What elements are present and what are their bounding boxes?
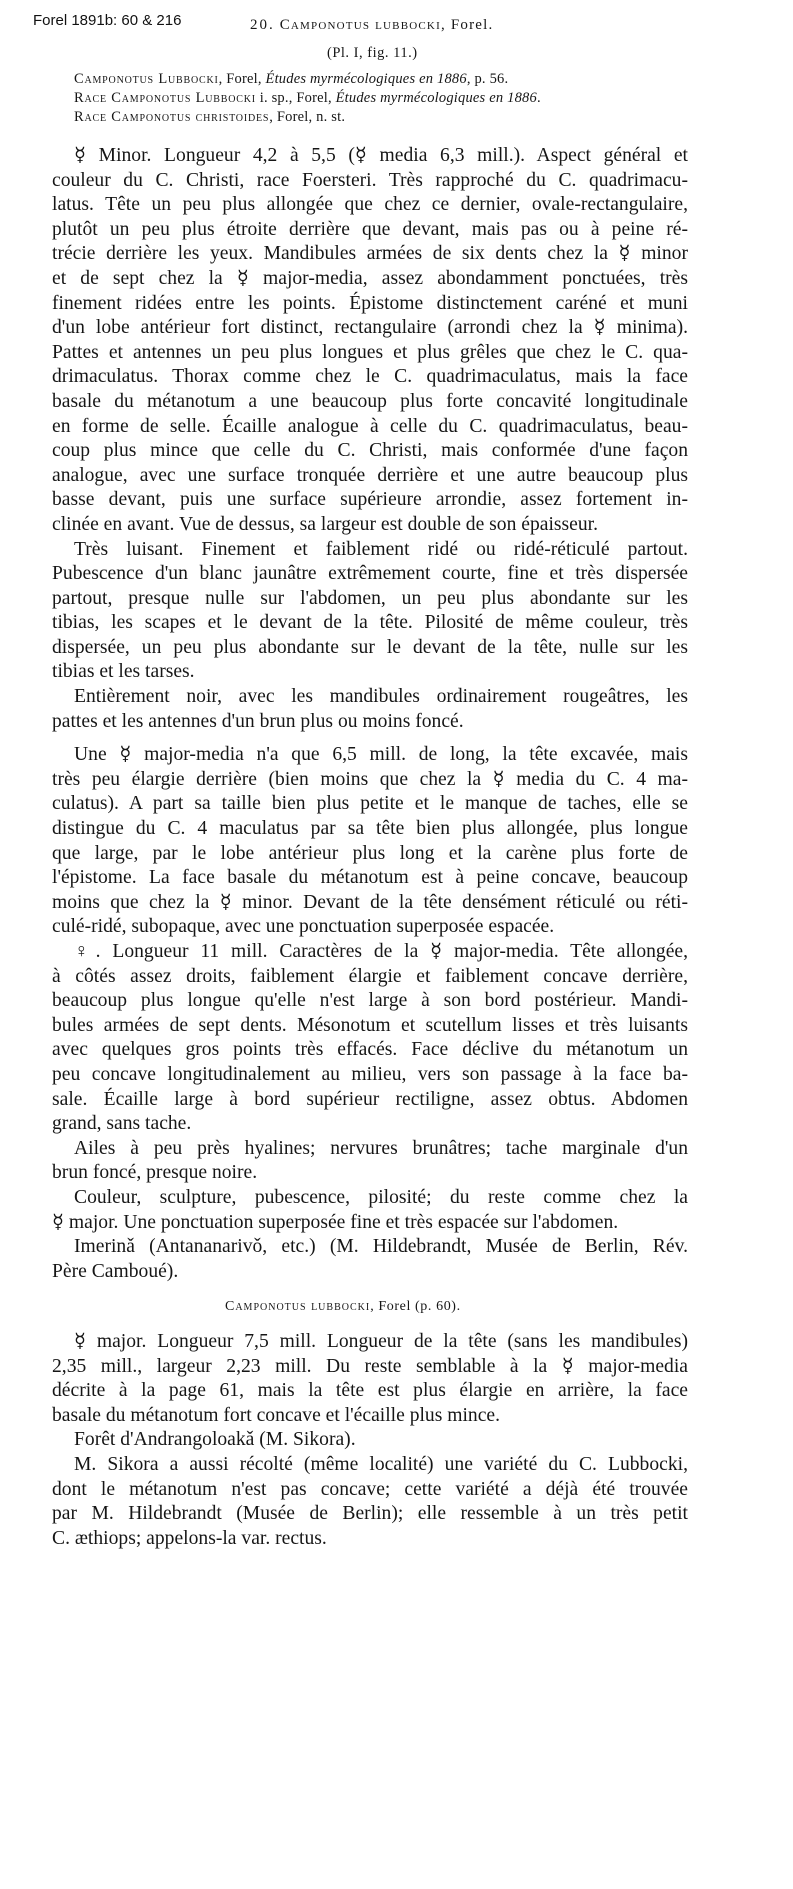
text-line: beaucoup plus longue qu'elle n'est large à son bord postérieur. Mandi- [52,990,688,1012]
text-line: trécie derrière les yeux. Mandibules armées de six dents chez la ☿ minor [52,243,688,265]
synonym-line: Race Camponotus christoides, Forel, n. st. [74,109,346,125]
text-line: bules armées de sept dents. Mésonotum et scutellum lisses et très luisants [52,1014,688,1036]
text-line: en forme de selle. Écaille analogue à celle du C. quadrimaculatus, beau- [52,415,688,437]
text-line: que large, par le lobe antérieur plus long et la carène plus forte de [52,842,688,864]
text-line: drimaculatus. Thorax comme chez le C. quadrimaculatus, mais la face [52,366,688,388]
section-heading: Camponotus lubbocki, Forel (p. 60). [225,1299,461,1314]
text-line: finement ridées entre les points. Épistome distinctement caréné et muni [52,292,688,314]
text-line: Pubescence d'un blanc jaunâtre extrêmement courte, fine et très dispersée [52,563,688,585]
text-line: ☿ major. Longueur 7,5 mill. Longueur de la tête (sans les mandibules) [74,1331,688,1352]
text-line: tibias et les tarses. [52,661,195,683]
synonym-line: Race Camponotus Lubbocki i. sp., Forel, Études myrmécologiques en 1886. [74,90,541,106]
text-line: analogue, avec une surface tronquée derrière et une autre beaucoup plus [52,464,688,486]
text-line: 2,35 mill., largeur 2,23 mill. Du reste semblable à la ☿ major-media [52,1355,688,1377]
text-line: pattes et les antennes d'un brun plus ou moins foncé. [52,710,464,732]
text-line: Forêt d'Andrangoloakǎ (M. Sikora). [74,1429,356,1451]
text-line: basale du métanotum fort concave et l'écaille plus mince. [52,1404,501,1426]
text-line: culatus). A part sa taille bien plus petite et le manque de taches, elle se [52,793,688,815]
text-line: Imerinǎ (Antananarivǒ, etc.) (M. Hildebrandt, Musée de Berlin, Rév. [74,1236,688,1258]
reference-stamp: Forel 1891b: 60 & 216 [33,12,182,29]
supplement-text [52,1330,688,1551]
text-line: basse devant, puis une surface supérieure arrondie, assez fortement in- [52,489,688,511]
text-line: culé-ridé, subopaque, avec une ponctuation superposée espacée. [52,916,555,938]
text-line: dont le métanotum n'est pas concave; cette variété a déjà été trouvée [52,1478,688,1500]
text-line: Une ☿ major-media n'a que 6,5 mill. de long, la tête excavée, mais [74,744,688,766]
text-line: coup plus mince que celle du C. Christi, mais conformée d'une façon [52,440,688,462]
text-line: brun foncé, presque noire. [52,1162,258,1184]
text-line: à côtés assez droits, faiblement élargie et faiblement concave derrière, [52,965,688,987]
text-line: Très luisant. Finement et faiblement ridé ou ridé-réticulé partout. [74,538,688,560]
text-line: C. æthiops; appelons-la var. rectus. [52,1527,327,1549]
text-line: avec quelques gros points très effacés. Face déclive du métanotum un [52,1039,688,1061]
text-line: ☿ major. Une ponctuation superposée fine et très espacée sur l'abdomen. [52,1211,619,1233]
text-line: Ailes à peu près hyalines; nervures brunâtres; tache marginale d'un [74,1137,688,1159]
text-line: ♀. Longueur 11 mill. Caractères de la ☿ major-media. Tête allongée, [74,941,688,962]
text-line: Entièrement noir, avec les mandibules ordinairement rougeâtres, les [74,686,688,708]
text-line: peu concave longitudinalement au milieu, vers son passage à la face ba- [52,1063,688,1085]
text-line: tibias, les scapes et le devant de la tête. Pilosité de même couleur, très [52,612,688,634]
text-line: par M. Hildebrandt (Musée de Berlin); elle ressemble à un très petit [52,1503,688,1525]
text-line: partout, presque nulle sur l'abdomen, un peu plus abondante sur les [52,587,688,609]
text-line: M. Sikora a aussi récolté (même localité) une variété du C. Lubbocki, [74,1453,688,1475]
text-line: plutôt un peu plus étroite derrière que devant, mais pas ou à peine ré- [52,218,688,240]
text-line: l'épistome. La face basale du métanotum est à peine concave, beaucoup [52,867,688,889]
text-line: distingue du C. 4 maculatus par sa tête bien plus allongée, plus longue [52,818,688,840]
text-line: Pattes et antennes un peu plus longues et plus grêles que chez le C. qua- [52,341,688,363]
text-line: grand, sans tache. [52,1113,192,1135]
text-line: basale du métanotum a une beaucoup plus forte concavité longitudinale [52,390,688,412]
synonym-line: Camponotus Lubbocki, Forel, Études myrmécologiques en 1886, p. 56. [74,71,509,87]
species-heading [250,17,493,34]
text-line: et de sept chez la ☿ major-media, assez abondamment ponctuées, très [52,267,688,289]
plate-reference: (Pl. I, fig. 11.) [327,45,418,61]
species-author: , Forel. [440,17,494,33]
description-text [52,144,688,1284]
species-number: 20. [250,17,275,33]
text-line: couleur du C. Christi, race Foersteri. Très rapproché du C. quadrimacu- [52,169,688,191]
text-line: Couleur, sculpture, pubescence, pilosité; du reste comme chez la [74,1186,688,1208]
text-line: moins que chez la ☿ minor. Devant de la tête densément réticulé ou réti- [52,891,688,913]
text-line: Père Camboué). [52,1260,179,1282]
text-line: sale. Écaille large à bord supérieur rectiligne, assez obtus. Abdomen [52,1088,688,1110]
text-line: ☿ Minor. Longueur 4,2 à 5,5 (☿ media 6,3 mill.). Aspect général et [74,145,688,166]
text-line: très peu élargie derrière (bien moins que chez la ☿ media du C. 4 ma- [52,768,688,790]
text-line: clinée en avant. Vue de dessus, sa largeur est double de son épaisseur. [52,513,599,535]
text-line: latus. Tête un peu plus allongée que chez ce dernier, ovale-rectangulaire, [52,194,688,216]
text-line: d'un lobe antérieur fort distinct, rectangulaire (arrondi chez la ☿ minima). [52,317,688,339]
text-line: décrite à la page 61, mais la tête est plus élargie en arrière, la face [52,1380,688,1402]
species-title: Camponotus lubbocki [279,17,441,33]
text-line: dispersée, un peu plus abondante sur le devant de la tête, nulle sur les [52,636,688,658]
